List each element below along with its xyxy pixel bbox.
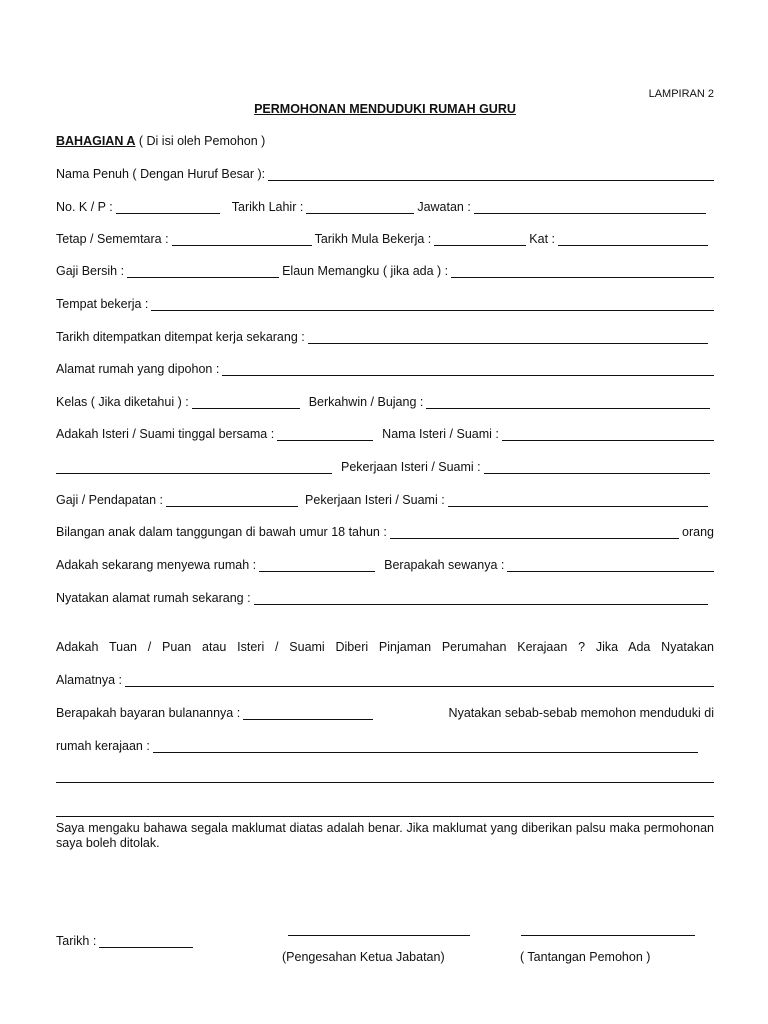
row-pekerjaan-1: [56, 460, 714, 474]
section-a-label: BAHAGIAN A: [56, 134, 136, 148]
row-gaji: [56, 264, 714, 278]
extra-line-1[interactable]: [56, 782, 714, 783]
alamatnya-field[interactable]: [125, 676, 714, 687]
extra-line-2[interactable]: [56, 816, 714, 817]
row-alamat-dipohon: [56, 362, 714, 376]
form-page: [56, 0, 714, 1024]
row-nama-penuh: [56, 167, 714, 181]
gaji-bersih-field[interactable]: [127, 267, 279, 278]
tarikh-field[interactable]: [99, 937, 193, 948]
row-kp: [56, 200, 714, 214]
section-heading: [56, 134, 265, 148]
kat-field[interactable]: [558, 235, 708, 246]
tarikh-label: Tarikh :: [56, 934, 97, 948]
row-kelas: [56, 395, 714, 409]
sebab-label: Nyatakan sebab-sebab memohon menduduki di: [448, 706, 714, 720]
sewa-label: Berapakah sewanya :: [384, 558, 505, 572]
kat-label: Kat :: [529, 232, 555, 246]
berkahwin-label: Berkahwin / Bujang :: [308, 395, 424, 409]
gaji-bersih-label: Gaji Bersih :: [56, 264, 125, 278]
no-kp-label: No. K / P :: [56, 200, 113, 214]
declaration-text: Saya mengaku bahawa segala maklumat diatas adalah benar. Jika maklumat yang diberikan palsu maka permohonan saya boleh ditolak.: [56, 821, 714, 850]
menyewa-field[interactable]: [259, 561, 375, 572]
menyewa-label: Adakah sekarang menyewa rumah :: [56, 558, 257, 572]
row-menyewa: [56, 558, 714, 572]
alamat-sekarang-label: Nyatakan alamat rumah sekarang :: [56, 591, 251, 605]
tempat-bekerja-label: Tempat bekerja :: [56, 297, 149, 311]
appendix-label: LAMPIRAN 2: [648, 88, 714, 100]
pinjaman-question: Adakah Tuan / Puan atau Isteri / Suami Diberi Pinjaman Perumahan Kerajaan ? Jika Ada Nyatakan: [56, 640, 714, 654]
tantangan-caption: ( Tantangan Pemohon ): [520, 950, 651, 964]
kelas-label: Kelas ( Jika diketahui ) :: [56, 395, 189, 409]
tinggal-bersama-field[interactable]: [277, 430, 373, 441]
bayaran-label: Berapakah bayaran bulanannya :: [56, 706, 241, 720]
row-tinggal-bersama: [56, 427, 714, 441]
rumah-kerajaan-label: rumah kerajaan :: [56, 739, 150, 753]
row-rumah-kerajaan: [56, 739, 714, 753]
row-ditempatkan: [56, 330, 714, 344]
tetap-field[interactable]: [172, 235, 312, 246]
alamat-sekarang-field[interactable]: [254, 594, 708, 605]
kelas-field[interactable]: [192, 398, 300, 409]
gaji-pendapatan-label: Gaji / Pendapatan :: [56, 493, 164, 507]
pekerjaan-isteri-label-2: Pekerjaan Isteri / Suami :: [305, 493, 445, 507]
row-tempat: [56, 297, 714, 311]
bayaran-field[interactable]: [243, 709, 373, 720]
row-bayaran: [56, 706, 714, 720]
pengesahan-caption: (Pengesahan Ketua Jabatan): [282, 950, 445, 964]
alamat-dipohon-label: Alamat rumah yang dipohon :: [56, 362, 220, 376]
bilangan-anak-label: Bilangan anak dalam tanggungan di bawah umur 18 tahun :: [56, 525, 387, 539]
orang-label: orang: [682, 525, 714, 539]
pengesahan-signature-line[interactable]: [288, 935, 470, 936]
tarikh-mula-field[interactable]: [434, 235, 526, 246]
sewa-field[interactable]: [507, 561, 714, 572]
pekerjaan-isteri-field-1[interactable]: [484, 463, 710, 474]
nama-isteri-extra-field[interactable]: [56, 463, 332, 474]
nama-penuh-label: Nama Penuh ( Dengan Huruf Besar ):: [56, 167, 266, 181]
tarikh-ditempatkan-field[interactable]: [308, 333, 708, 344]
row-bilangan-anak: [56, 525, 714, 539]
tetap-label: Tetap / Sememtara :: [56, 232, 169, 246]
tarikh-ditempatkan-label: Tarikh ditempatkan ditempat kerja sekarang :: [56, 330, 305, 344]
row-alamat-sekarang: [56, 591, 714, 605]
pekerjaan-isteri-field-2[interactable]: [448, 496, 708, 507]
alamat-dipohon-field[interactable]: [222, 365, 714, 376]
pekerjaan-isteri-label-1: Pekerjaan Isteri / Suami :: [341, 460, 481, 474]
tempat-bekerja-field[interactable]: [151, 300, 714, 311]
alamatnya-label: Alamatnya :: [56, 673, 123, 687]
jawatan-label: Jawatan :: [417, 200, 471, 214]
elaun-field[interactable]: [451, 267, 714, 278]
row-tarikh: [56, 934, 196, 948]
row-tetap: [56, 232, 714, 246]
elaun-label: Elaun Memangku ( jika ada ) :: [282, 264, 449, 278]
no-kp-field[interactable]: [116, 203, 220, 214]
row-alamatnya: [56, 673, 714, 687]
tarikh-mula-label: Tarikh Mula Bekerja :: [314, 232, 432, 246]
tantangan-signature-line[interactable]: [521, 935, 695, 936]
berkahwin-field[interactable]: [426, 398, 710, 409]
bilangan-anak-field[interactable]: [390, 528, 679, 539]
nama-isteri-label: Nama Isteri / Suami :: [382, 427, 499, 441]
tarikh-lahir-label: Tarikh Lahir :: [231, 200, 304, 214]
form-title: PERMOHONAN MENDUDUKI RUMAH GURU: [254, 102, 516, 116]
nama-isteri-field[interactable]: [502, 430, 714, 441]
tarikh-lahir-field[interactable]: [306, 203, 414, 214]
rumah-kerajaan-field[interactable]: [153, 742, 698, 753]
gaji-pendapatan-field[interactable]: [166, 496, 298, 507]
row-gaji-pendapatan: [56, 493, 714, 507]
section-a-note: ( Di isi oleh Pemohon ): [135, 134, 266, 148]
jawatan-field[interactable]: [474, 203, 706, 214]
nama-penuh-field[interactable]: [268, 170, 714, 181]
tinggal-bersama-label: Adakah Isteri / Suami tinggal bersama :: [56, 427, 275, 441]
